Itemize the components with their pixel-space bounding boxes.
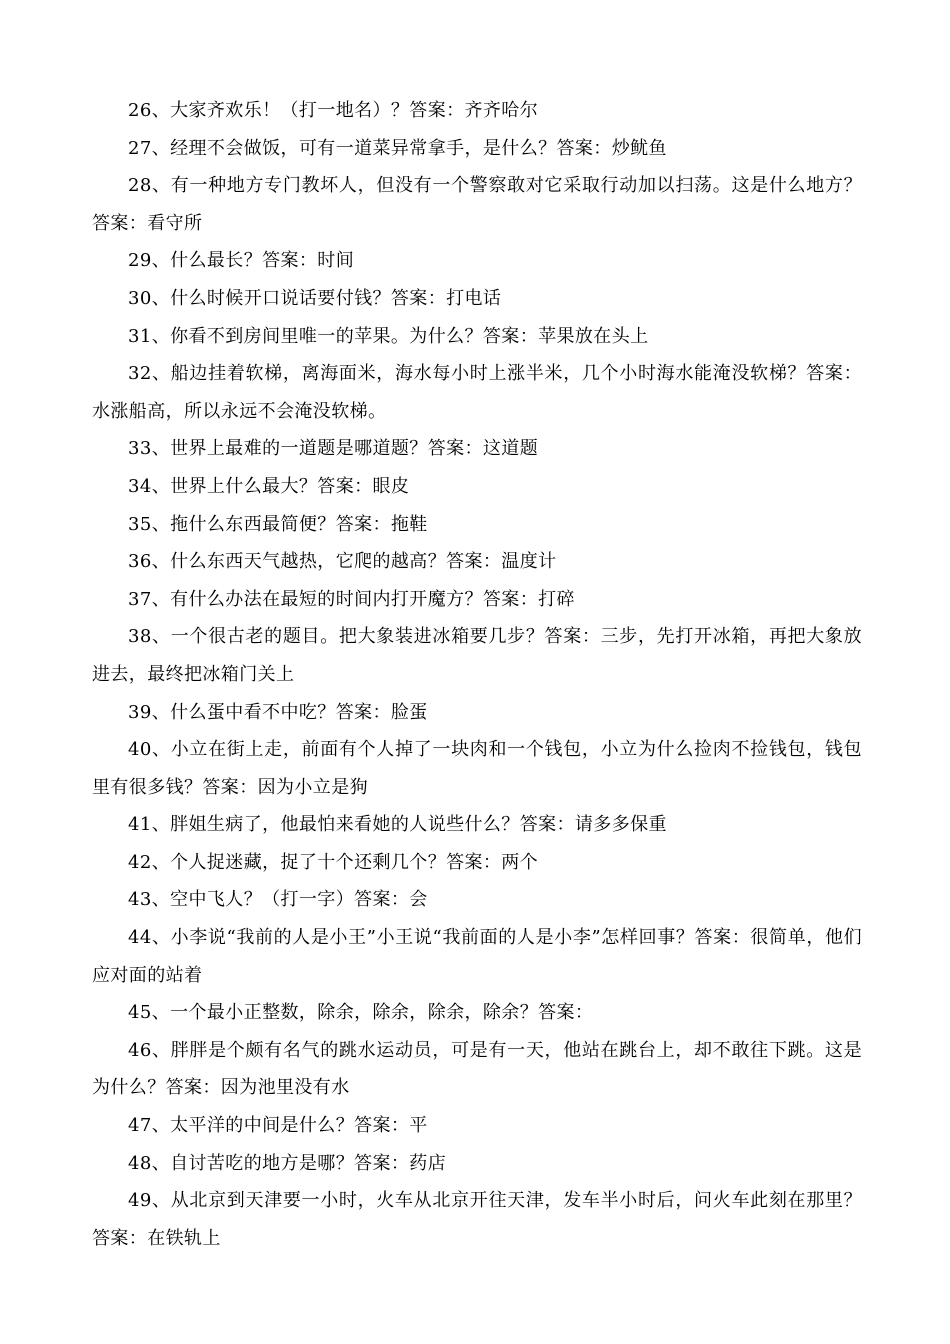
riddle-41: 41、胖姐生病了，他最怕来看她的人说些什么？答案：请多多保重	[128, 814, 667, 836]
riddle-34: 34、世界上什么最大？答案：眼皮	[128, 475, 410, 497]
document-page	[92, 92, 862, 1257]
riddle-36: 36、什么东西天气越热，它爬的越高？答案：温度计	[128, 551, 557, 573]
riddle-47: 47、太平洋的中间是什么？答案：平	[128, 1115, 428, 1137]
riddle-39: 39、什么蛋中看不中吃？答案：脸蛋	[128, 701, 428, 723]
riddle-30: 30、什么时候开口说话要付钱？答案：打电话	[128, 287, 502, 309]
riddle-42: 42、个人捉迷藏，捉了十个还剩几个？答案：两个	[128, 851, 539, 873]
riddle-48: 48、自讨苦吃的地方是哪？答案：药店	[128, 1152, 447, 1174]
riddle-49: 49、从北京到天津要一小时，火车从北京开往天津，发车半小时后，问火车此刻在那里？答案：在铁轨上	[92, 1190, 862, 1249]
riddle-27: 27、经理不会做饭，可有一道菜异常拿手，是什么？答案：炒鱿鱼	[128, 137, 667, 159]
riddle-32: 32、船边挂着软梯，离海面米，海水每小时上涨半米，几个小时海水能淹没软梯？答案：水涨船高，所以永远不会淹没软梯。	[92, 363, 862, 422]
riddle-31: 31、你看不到房间里唯一的苹果。为什么？答案：苹果放在头上	[128, 325, 649, 347]
riddle-33: 33、世界上最难的一道题是哪道题？答案：这道题	[128, 438, 539, 460]
riddle-37: 37、有什么办法在最短的时间内打开魔方？答案：打碎	[128, 588, 575, 610]
riddle-29: 29、什么最长？答案：时间	[128, 250, 355, 272]
riddle-40: 40、小立在街上走，前面有个人掉了一块肉和一个钱包，小立为什么捡肉不捡钱包，钱包里有很多钱？答案：因为小立是狗	[92, 739, 862, 798]
riddle-28: 28、有一种地方专门教坏人，但没有一个警察敢对它采取行动加以扫荡。这是什么地方？答案：看守所	[92, 175, 862, 234]
riddle-35: 35、拖什么东西最简便？答案：拖鞋	[128, 513, 428, 535]
riddle-45: 45、一个最小正整数，除余，除余，除余，除余？答案：	[128, 1002, 594, 1024]
riddle-38: 38、一个很古老的题目。把大象装进冰箱要几步？答案：三步，先打开冰箱，再把大象放进去，最终把冰箱门关上	[92, 626, 862, 685]
riddle-44: 44、小李说“我前的人是小王”小王说“我前面的人是小李”怎样回事？答案：很简单，他们应对面的站着	[92, 927, 862, 986]
riddle-26: 26、大家齐欢乐！（打一地名）？答案：齐齐哈尔	[128, 100, 539, 121]
riddle-43: 43、空中飞人？（打一字）答案：会	[128, 889, 428, 911]
riddle-46: 46、胖胖是个颇有名气的跳水运动员，可是有一天，他站在跳台上，却不敢往下跳。这是为什么？答案：因为池里没有水	[92, 1039, 862, 1099]
